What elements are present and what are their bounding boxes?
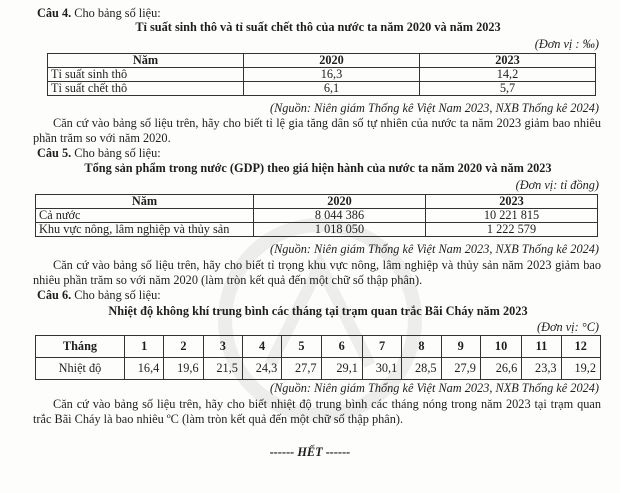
cell-2020: 1 018 050: [254, 223, 426, 237]
cell-2023: 14,2: [420, 68, 596, 82]
q6-question: Căn cứ vào bảng số liệu trên, hãy cho biết nhiệt độ trung bình các tháng nóng trong năm 2023 tại trạm quan trắc Bãi Cháy là bao nhiêu ºC (làm tròn kết quả đến một chữ số thập phân).: [33, 397, 601, 426]
temp-cell: 19,6: [164, 358, 203, 380]
q5-question: Căn cứ vào bảng số liệu trên, hãy cho biết tỉ trọng khu vực nông, lâm nghiệp và thủy sản năm 2023 giảm bao nhiêu phần trăm so với năm 2020 (làm tròn kết quả đến một chữ số thập phân).: [33, 258, 601, 287]
row-label: Cả nước: [36, 209, 254, 223]
month-cell: 11: [522, 336, 561, 358]
temp-cell: 21,5: [203, 358, 242, 380]
q5-label: Câu 5.: [37, 146, 72, 160]
month-cell: 9: [441, 336, 480, 358]
month-cell: 8: [402, 336, 441, 358]
q4-label: Câu 4.: [37, 6, 72, 20]
q4-intro: Cho bảng số liệu:: [71, 6, 161, 20]
q4-unit: (Đơn vị : ‰): [534, 37, 599, 51]
q5-table: [35, 194, 598, 237]
q4-source: (Nguồn: Niên giám Thống kê Việt Nam 2023, NXB Thống kê 2024): [269, 101, 599, 115]
cell-2023: 5,7: [420, 82, 596, 96]
temp-cell: 30,1: [362, 358, 401, 380]
month-cell: 3: [203, 336, 242, 358]
q4-header-2023: 2023: [420, 54, 596, 68]
month-cell: 4: [242, 336, 281, 358]
q4-heading: [37, 6, 161, 21]
q6-table: [35, 335, 601, 380]
q5-header-2020: 2020: [254, 195, 426, 209]
q4-question: Căn cứ vào bảng số liệu trên, hãy cho biết tỉ lệ gia tăng dân số tự nhiên của nước ta năm 2023 giảm bao nhiêu phần trăm so với năm 2020.: [33, 116, 601, 145]
month-cell: 1: [124, 336, 163, 358]
row-label: Tỉ suất chết thô: [48, 82, 244, 96]
q4-table: [47, 53, 596, 96]
month-cell: 2: [164, 336, 203, 358]
q5-header-year: Năm: [36, 195, 254, 209]
end-marker: ------ HẾT ------: [269, 445, 351, 459]
cell-2020: 16,3: [244, 68, 420, 82]
q4-title: Tỉ suất sinh thô và tỉ suất chết thô của nước ta năm 2020 và năm 2023: [135, 20, 501, 34]
q6-source: (Nguồn: Niên giám Thống kê Việt Nam 2023, NXB Thống kê 2024): [269, 381, 599, 395]
month-cell: 6: [321, 336, 362, 358]
temp-cell: 16,4: [124, 358, 163, 380]
temp-cell: 27,7: [282, 358, 321, 380]
q6-intro: Cho bảng số liệu:: [71, 288, 161, 302]
q6-label: Câu 6.: [37, 288, 72, 302]
temp-cell: 23,3: [522, 358, 561, 380]
q4-header-year: Năm: [48, 54, 244, 68]
month-cell: 10: [480, 336, 521, 358]
cell-2023: 1 222 579: [426, 223, 598, 237]
q5-unit: (Đơn vị: tỉ đồng): [515, 178, 599, 192]
temp-cell: 28,5: [402, 358, 441, 380]
q4-header-row: [48, 54, 596, 68]
table-row: [48, 82, 596, 96]
q6-title: Nhiệt độ không khí trung bình các tháng tại trạm quan trắc Bãi Cháy năm 2023: [108, 304, 528, 318]
cell-2023: 10 221 815: [426, 209, 598, 223]
month-cell: 12: [561, 336, 600, 358]
q6-unit: (Đơn vị: °C): [536, 320, 599, 334]
temp-cell: 27,9: [441, 358, 480, 380]
row-label: Khu vực nông, lâm nghiệp và thủy sản: [36, 223, 254, 237]
month-cell: 5: [282, 336, 321, 358]
q6-temp-row: [36, 358, 601, 380]
row-label: Tỉ suất sinh thô: [48, 68, 244, 82]
q6-temp-label: Nhiệt độ: [36, 358, 125, 380]
temp-cell: 29,1: [321, 358, 362, 380]
temp-cell: 24,3: [242, 358, 281, 380]
q5-source: (Nguồn: Niên giám Thống kê Việt Nam 2023, NXB Thống kê 2024): [269, 242, 599, 256]
cell-2020: 6,1: [244, 82, 420, 96]
q5-header-2023: 2023: [426, 195, 598, 209]
table-row: [36, 209, 598, 223]
q5-intro: Cho bảng số liệu:: [71, 146, 161, 160]
q6-month-row: [36, 336, 601, 358]
table-row: [36, 223, 598, 237]
q4-header-2020: 2020: [244, 54, 420, 68]
q5-title: Tổng sản phẩm trong nước (GDP) theo giá hiện hành của nước ta năm 2020 và năm 2023: [84, 161, 552, 175]
month-cell: 7: [362, 336, 401, 358]
q5-header-row: [36, 195, 598, 209]
temp-cell: 26,6: [480, 358, 521, 380]
q6-month-label: Tháng: [36, 336, 125, 358]
q5-heading: [37, 146, 161, 161]
q6-heading: [37, 288, 161, 303]
temp-cell: 19,2: [561, 358, 600, 380]
table-row: [48, 68, 596, 82]
cell-2020: 8 044 386: [254, 209, 426, 223]
